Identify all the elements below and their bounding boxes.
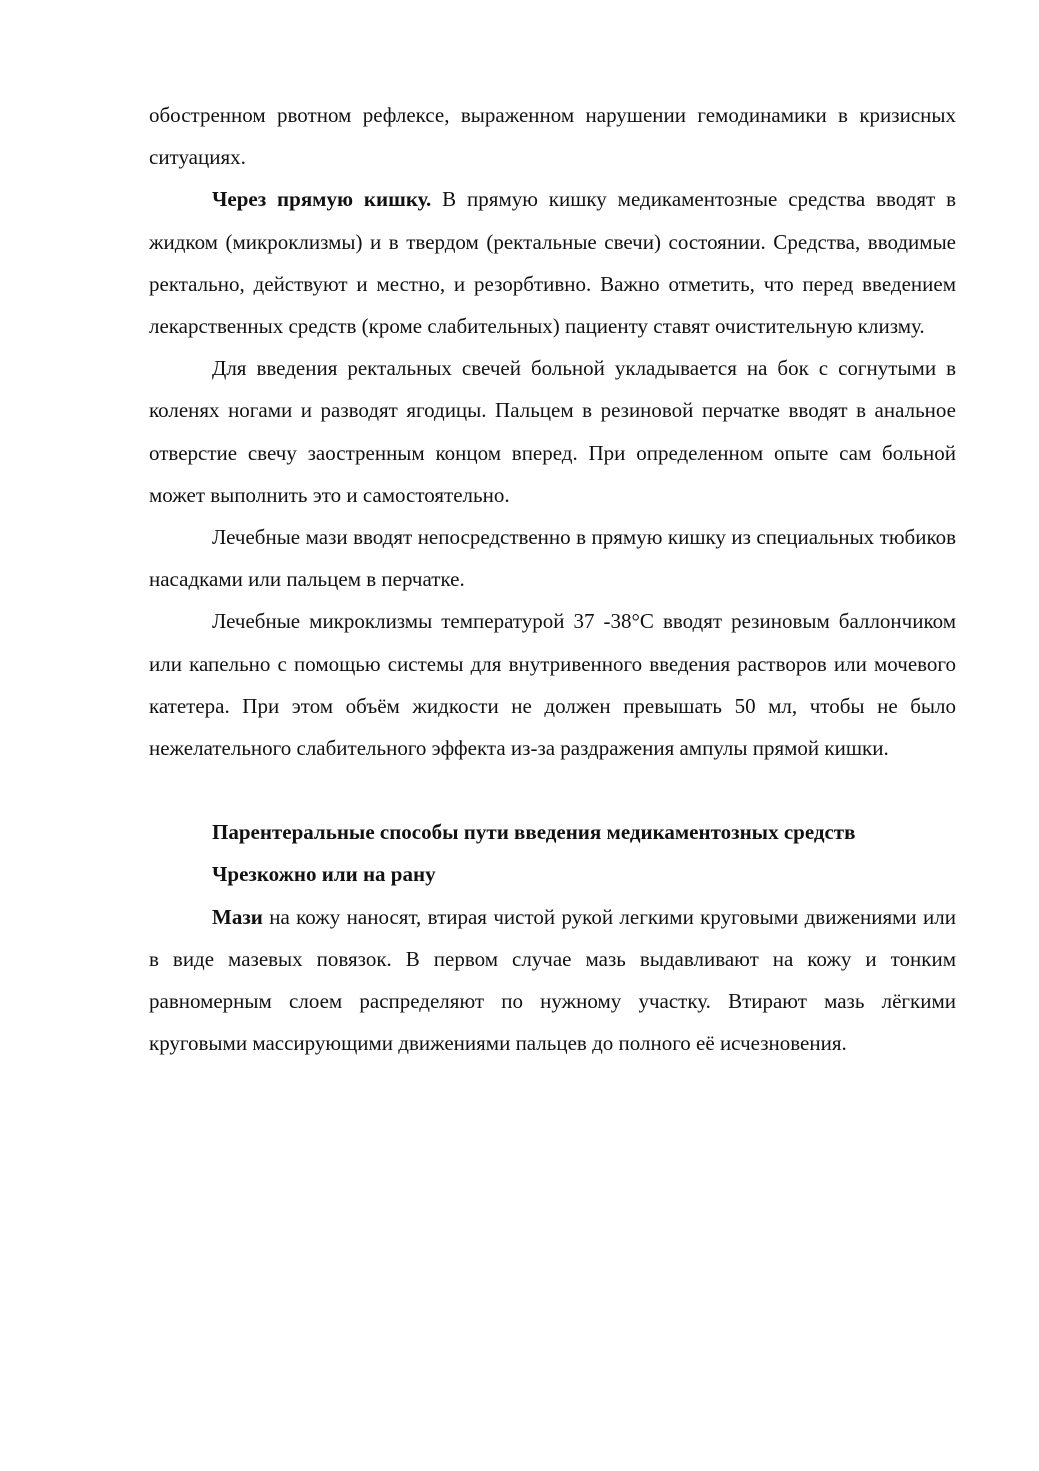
rectal-route-text: В прямую кишку медикаментозные средства вводят в жидком (микроклизмы) и в твердом (ректальные свечи) состоянии. Средства, вводимые ректально, действуют и местно, и резорбтивно. Важно отметить, что перед введением лекарственных средств (кроме слабительных) пациенту ставят очистительную клизму. bbox=[149, 187, 956, 339]
rectal-route-title: Через прямую кишку. bbox=[212, 187, 432, 212]
paragraph-ointments-rectal: Лечебные мази вводят непосредственно в прямую кишку из специальных тюбиков насадками или пальцем в перчатке. bbox=[149, 525, 956, 592]
paragraph-rectal-intro bbox=[149, 178, 956, 347]
paragraph-ointments-skin bbox=[149, 896, 956, 1065]
document-page bbox=[149, 94, 956, 1064]
ointments-title: Мази bbox=[212, 904, 263, 929]
subsection-heading: Чрезкожно или на рану bbox=[212, 862, 436, 887]
section-heading: Парентеральные способы пути введения медикаментозных средств bbox=[212, 820, 856, 845]
paragraph-microenemas: Лечебные микроклизмы температурой 37 -38°С вводят резиновым баллончиком или капельно с помощью системы для внутривенного введения растворов или мочевого катетера. При этом объём жидкости не должен превышать 50 мл, чтобы не было нежелательного слабительного эффекта из-за раздражения ампулы прямой кишки. bbox=[149, 609, 956, 761]
paragraph-continuation: обостренном рвотном рефлексе, выраженном нарушении гемодинамики в кризисных ситуациях. bbox=[149, 103, 956, 170]
ointments-text: на кожу наносят, втирая чистой рукой легкими круговыми движениями или в виде мазевых повязок. В первом случае мазь выдавливают на кожу и тонким равномерным слоем распределяют по нужному участку. Втирают мазь лёгкими круговыми массирующими движениями пальцев до полного её исчезновения. bbox=[149, 904, 956, 1056]
paragraph-suppositories: Для введения ректальных свечей больной укладывается на бок с согнутыми в коленях ногами и разводят ягодицы. Пальцем в резиновой перчатке вводят в анальное отверстие свечу заостренным концом вперед. При определенном опыте сам больной может выполнить это и самостоятельно. bbox=[149, 356, 956, 507]
section-gap bbox=[149, 769, 956, 811]
